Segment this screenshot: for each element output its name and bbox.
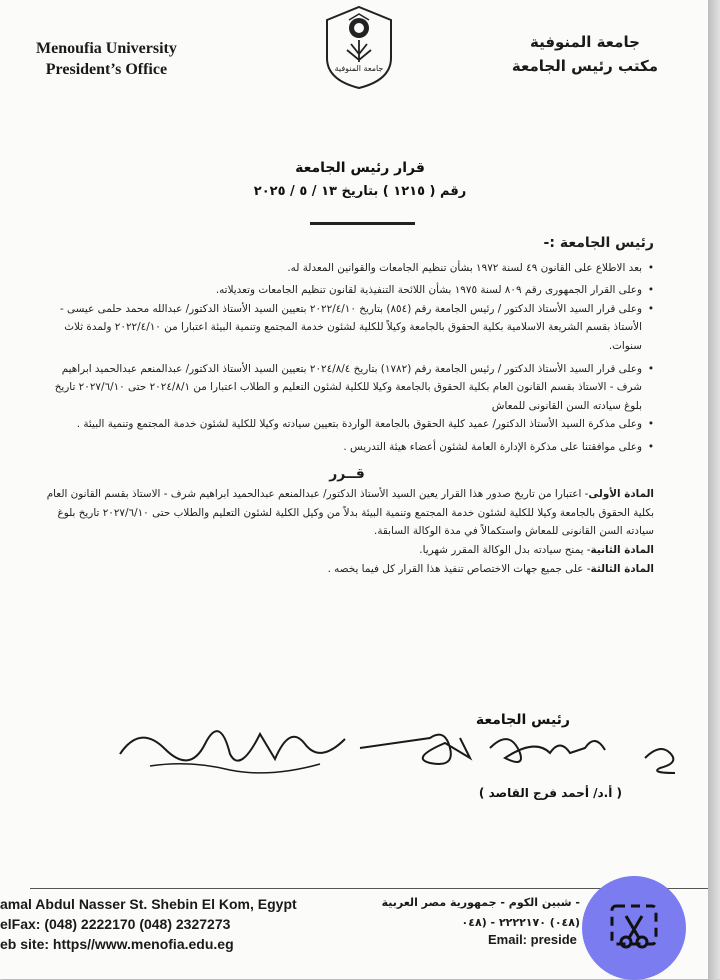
- article-text: - اعتبارا من تاريخ صدور هذا القرار يعين السيد الأستاذ الدكتور/ عبدالمنعم عبدالحميد ابراهيم شرف - الاستاذ بقسم القانون العام بكلية الحقوق بالجامعة وكيلا للكلية لشئون خدمة المجتمع وتنمية البيئة بدلاً من وكيل الكلية لشئون التعليم والطلاب حتى ٢٠٢٧/٦/١٠ تاريخ بلوغ سيادته السن القانونى للمعاش واستكمالاً في مدة الوكالة السابقة.: [46, 488, 654, 538]
- recital-text: وعلى قرار السيد الأستاذ الدكتور / رئيس الجامعة رقم (٨٥٤) بتاريخ ٢٠٢٢/٤/١٠ بتعيين السيد الأستاذ الدكتور/ عبدالله محمد حلمى عيسى - الأستاذ بقسم الشريعة الاسلامية بكلية الحقوق بالجامعة وكيلاً للكلية لشئون خدمة المجتمع وتنمية البيئة اعتبارا من ٢٠٢٢/٤/١٠ ولمدة ثلاث سنوات.: [59, 302, 642, 352]
- recital-item: [40, 438, 654, 457]
- recital-text: وعلى مذكرة السيد الأستاذ الدكتور/ عميد كلية الحقوق بالجامعة الواردة بتعيين سيادته وكيلا للكلية لشئون خدمة المجتمع وتنمية البيئة .: [76, 418, 642, 431]
- decision-number: رقم ( ١٢١٥ ) بتاريخ ١٣ / ٥ / ٢٠٢٥: [253, 184, 467, 199]
- logo-caption: جامعة المنوفية: [334, 64, 384, 73]
- reviewer-signature: [350, 718, 690, 788]
- recital-text: وعلى القرار الجمهورى رقم ٨٠٩ لسنة ١٩٧٥ بشأن اللائحة التنفيذية لقانون تنظيم الجامعات وتعديلاته.: [215, 284, 642, 297]
- decision-body: [40, 234, 654, 578]
- recital-text: بعد الاطلاع على القانون ٤٩ لسنة ١٩٧٢ بشأن تنظيم الجامعات والقوانين المعدلة له.: [287, 261, 642, 274]
- letterhead-english: [36, 38, 177, 80]
- recital-text: وعلى موافقتنا على مذكرة الإدارة العامة لشئون أعضاء هيئة التدريس .: [343, 440, 642, 453]
- scan-crop-button[interactable]: [582, 876, 686, 980]
- article-first: [40, 485, 654, 541]
- article-text: - على جميع جهات الاختصاص تنفيذ هذا القرار كل فيما يخصه .: [327, 562, 591, 575]
- footer-address-ar: - شبين الكوم - جمهورية مصر العربية: [381, 896, 580, 909]
- scissors-crop-icon: [608, 902, 660, 954]
- bullet-icon: •: [647, 362, 654, 375]
- recital-item: [40, 281, 654, 300]
- article-third: [40, 560, 654, 579]
- article-second: [40, 541, 654, 560]
- university-name-ar: جامعة المنوفية: [529, 33, 640, 51]
- president-heading: رئيس الجامعة :-: [543, 235, 654, 251]
- decision-title: قرار رئيس الجامعة: [295, 160, 425, 176]
- recital-text: وعلى قرار السيد الأستاذ الدكتور / رئيس الجامعة رقم (١٧٨٢) بتاريخ ٢٠٢٤/٨/٤ بتعيين السيد الأستاذ الدكتور/ عبدالمنعم عبدالحميد ابراهيم شرف - الاستاذ بقسم القانون العام بكلية الحقوق بالجامعة وكيلا للكلية لشئون التعليم و الطلاب اعتبارا من ٢٠٢٤/٨/١ حتى ٢٠٢٧/٦/١٠ تاريخ بلوغ سيادته السن القانونى للمعاش: [54, 362, 642, 412]
- bullet-icon: •: [647, 440, 654, 453]
- letterhead-arabic: [512, 30, 658, 78]
- footer-email: Email: preside: [488, 932, 577, 947]
- university-name-en: Menoufia University: [36, 40, 177, 57]
- recital-item: [40, 415, 654, 434]
- screen-edge: [708, 0, 720, 979]
- decides-heading: قــرر: [329, 465, 365, 482]
- recital-item: [40, 259, 654, 278]
- footer-arabic: [320, 893, 580, 933]
- signature-title: رئيس الجامعة: [475, 712, 570, 728]
- footer-english: [0, 894, 297, 954]
- signatory-name: ( أ.د/ أحمد فرج القاصد ): [478, 786, 622, 800]
- title-underline: [310, 222, 415, 225]
- office-name-ar: مكتب رئيس الجامعة: [511, 57, 658, 75]
- university-logo: [323, 4, 395, 90]
- footer-phone: elFax: (048) 2222170 (048) 2327273: [0, 916, 231, 932]
- footer-phone-ar: (٠٤٨) ٢٢٢٢١٧٠ - (٠٤٨: [461, 916, 580, 929]
- president-signature: [110, 704, 360, 794]
- signature-block: [382, 712, 622, 800]
- footer-website: eb site: https//www.menofia.edu.eg: [0, 936, 234, 952]
- article-title: المادة الثالثة: [590, 562, 654, 575]
- bullet-icon: •: [647, 418, 654, 431]
- article-title: المادة الأولى: [588, 488, 654, 501]
- bullet-icon: •: [647, 302, 654, 315]
- office-name-en: President’s Office: [45, 61, 168, 78]
- article-title: المادة الثانية: [590, 543, 654, 556]
- article-text: - يمنح سيادته بدل الوكالة المقرر شهريا.: [419, 543, 591, 556]
- footer-address: amal Abdul Nasser St. Shebin El Kom, Egypt: [0, 896, 297, 912]
- recital-item: [40, 360, 654, 416]
- recital-item: [40, 300, 654, 356]
- bullet-icon: •: [647, 261, 654, 274]
- bullet-icon: •: [647, 284, 654, 297]
